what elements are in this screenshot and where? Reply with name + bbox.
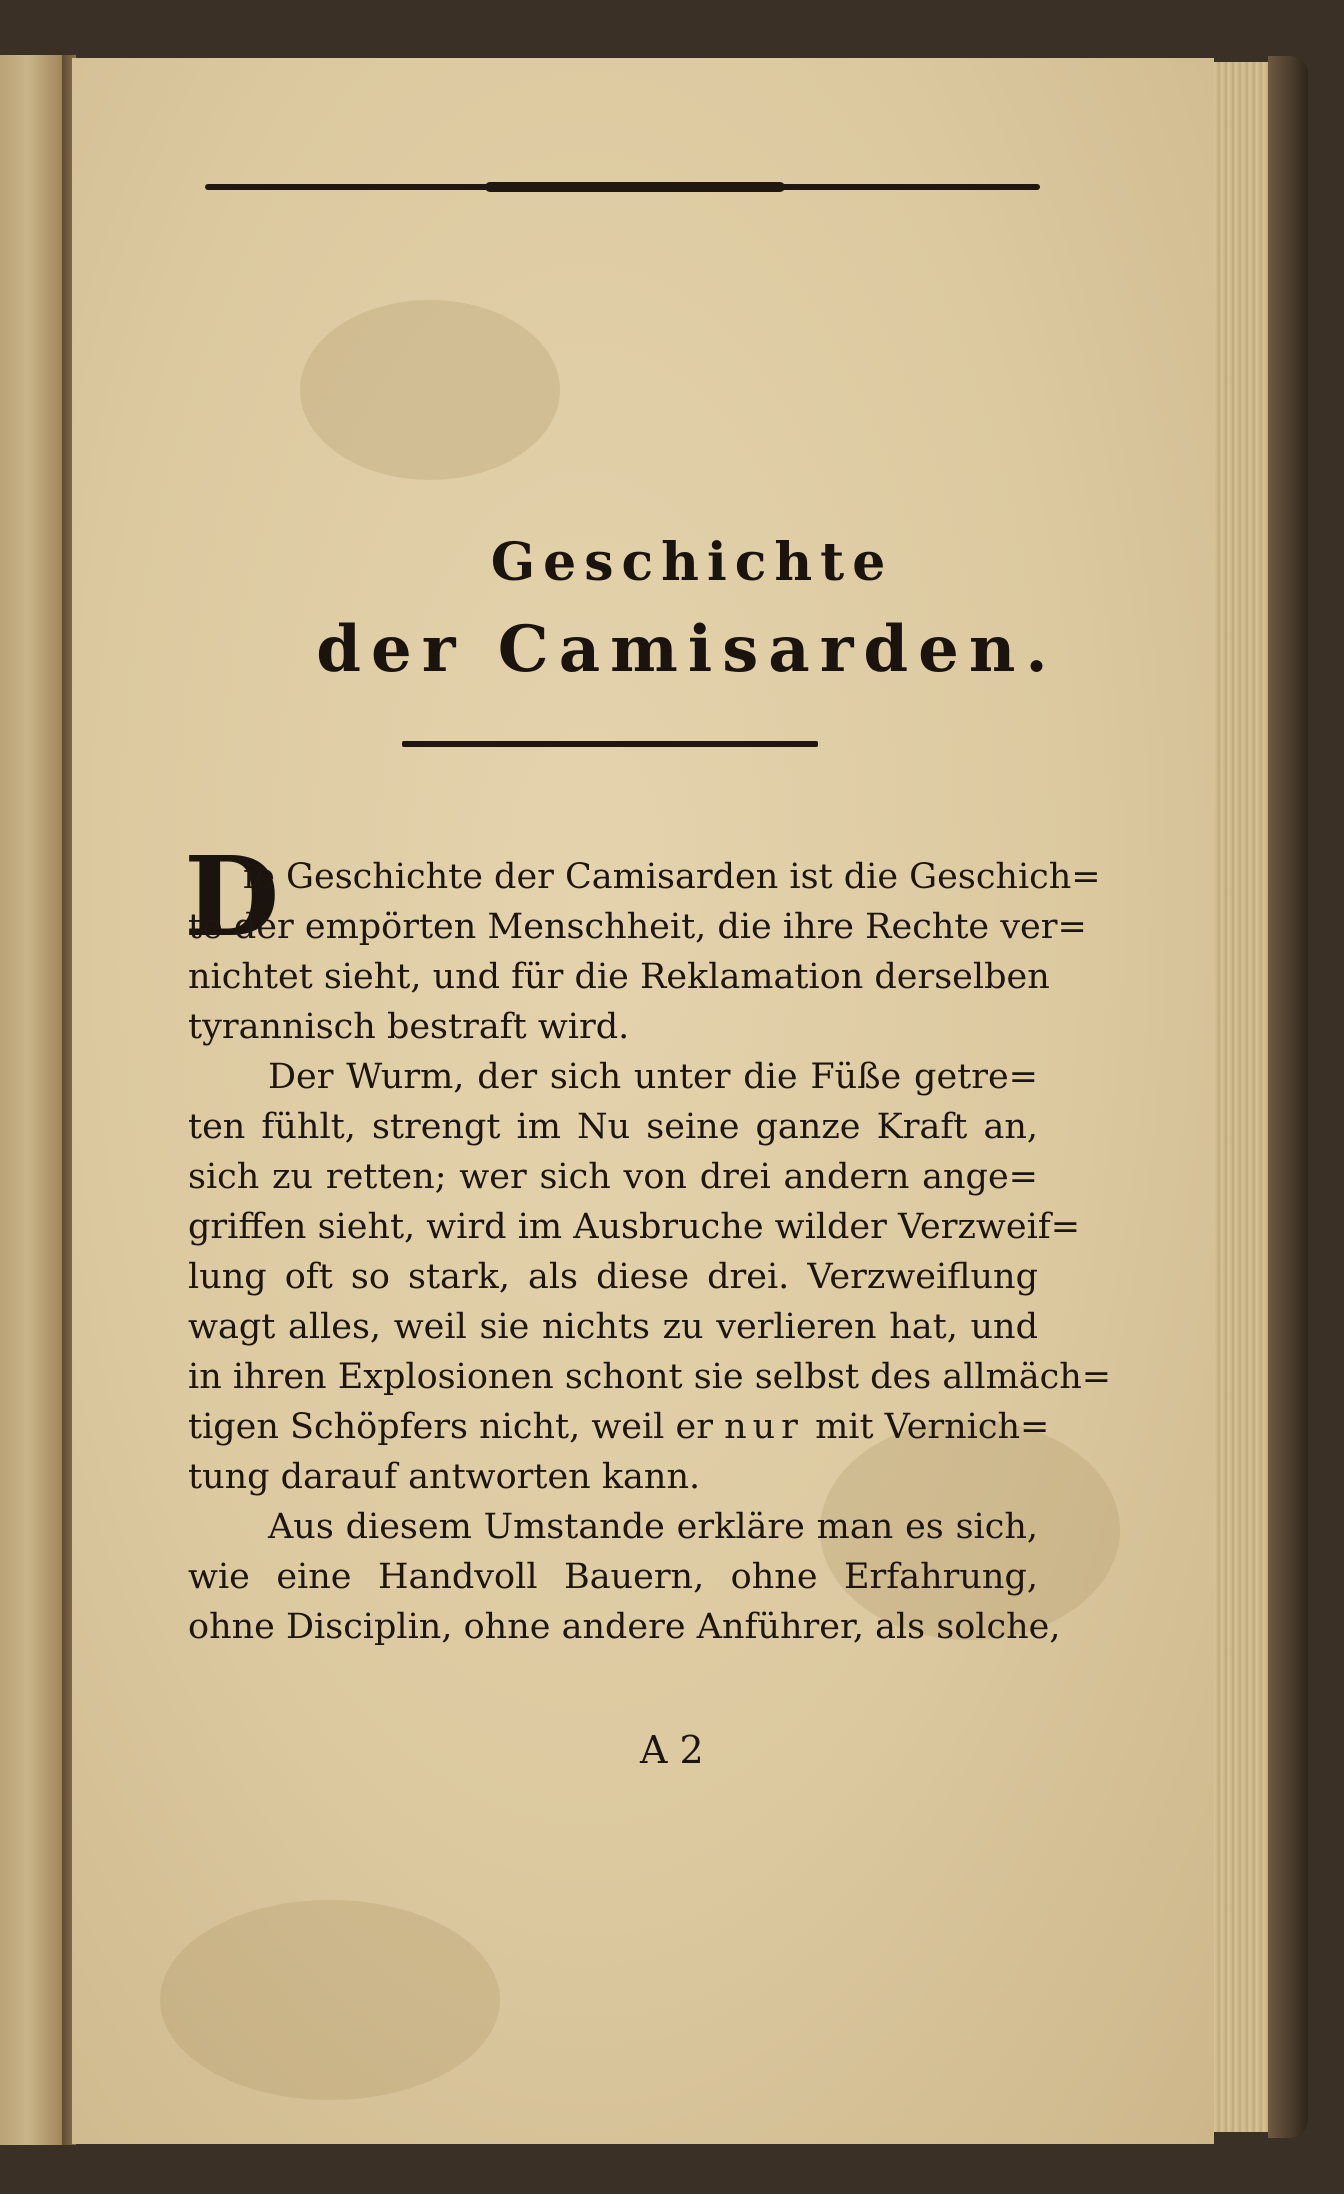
- text-line: tung darauf antworten kann.: [188, 1457, 701, 1497]
- text-line: te der empörten Menschheit, die ihre Rechte ver=: [188, 907, 1087, 947]
- text-line: ohne Disciplin, ohne andere Anführer, als solche,: [188, 1607, 1061, 1647]
- text-line: griffen sieht, wird im Ausbruche wilder Verzweif=: [188, 1207, 1081, 1247]
- paper-stain: [160, 1900, 500, 2100]
- body-text: [188, 852, 1112, 1652]
- chapter-title-line-2: der Camisarden.: [316, 612, 1058, 687]
- text-line: wagt alles, weil sie nichts zu verlieren hat, und: [188, 1307, 1038, 1347]
- text-line: tyrannisch bestraft wird.: [188, 1007, 630, 1047]
- paper-stain: [300, 300, 560, 480]
- drop-cap-letter: D: [184, 832, 280, 961]
- text-line: nichtet sieht, und für die Reklamation derselben: [188, 957, 1050, 997]
- book-cover-edge: [1268, 56, 1308, 2138]
- text-line: Aus diesem Umstande erkläre man es sich,: [268, 1507, 1038, 1547]
- text-line: sich zu retten; wer sich von drei andern ange=: [188, 1157, 1038, 1197]
- text-line: Der Wurm, der sich unter die Füße getre=: [268, 1057, 1038, 1097]
- text-line: ie Geschichte der Camisarden ist die Geschich=: [243, 857, 1101, 897]
- text-fragment: tigen Schöpfers nicht, weil er: [188, 1407, 713, 1447]
- text-line: ten fühlt, strengt im Nu seine ganze Kraft an,: [188, 1107, 1038, 1147]
- emphasized-word: nur: [724, 1407, 804, 1447]
- signature-mark: A 2: [640, 1728, 704, 1772]
- text-line: in ihren Explosionen schont sie selbst des allmäch=: [188, 1357, 1112, 1397]
- text-line: lung oft so stark, als diese drei. Verzweiflung: [188, 1257, 1038, 1297]
- top-ornamental-rule: [205, 184, 1040, 190]
- title-divider-rule: [402, 741, 818, 747]
- text-line: wie eine Handvoll Bauern, ohne Erfahrung,: [188, 1557, 1038, 1597]
- text-line: [188, 1402, 1050, 1452]
- chapter-title-line-1: Geschichte: [490, 532, 894, 593]
- text-fragment: mit Vernich=: [815, 1407, 1050, 1447]
- left-page-edge: [0, 55, 70, 2145]
- page-stack-edge: [1214, 62, 1274, 2132]
